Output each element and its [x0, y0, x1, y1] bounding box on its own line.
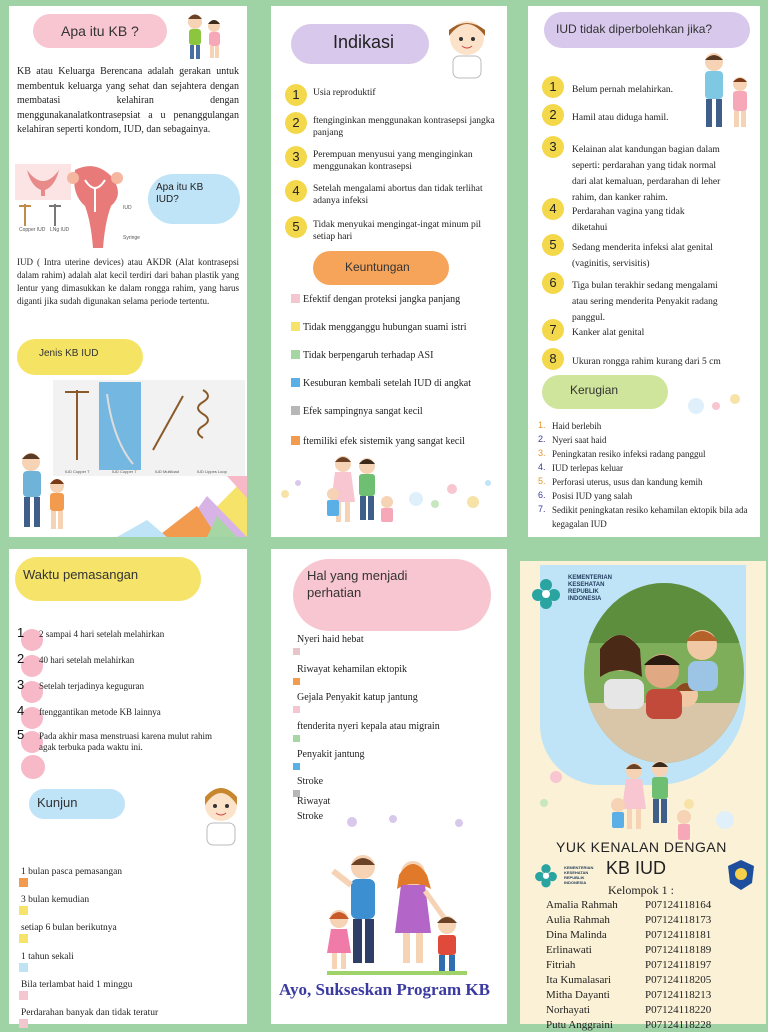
cover-heading-line1: YUK KENALAN DENGAN [556, 839, 727, 855]
children-illustration [181, 10, 227, 66]
kerugian-number: 2. [538, 434, 546, 444]
keuntungan-title: Keuntungan [345, 260, 410, 274]
member-nim: P07124118189 [645, 944, 712, 956]
member-name: Fitriah [546, 959, 576, 971]
list-number: 2 [17, 651, 25, 666]
perhatian-item: Penyakit jantung [297, 749, 365, 760]
kontraindikasi-item: Sedang menderita infeksi alat genital (vaginitis, servisitis) [572, 243, 713, 269]
member-name: Norhayati [546, 1004, 590, 1016]
perhatian-item: Stroke [297, 776, 324, 787]
kontraindikasi-item: Kelainan alat kandungan bagian dalam seperti: perdarahan yang tidak normal dari alat kemaluan, perdarahan di leher rahim, dan kanker rahim. [572, 145, 721, 203]
bubble [688, 398, 704, 414]
bullet-square [19, 963, 28, 972]
indikasi-item: Usia reproduktif [313, 88, 376, 98]
keuntungan-item: Efektif dengan proteksi jangka panjang [303, 294, 461, 305]
list-number: 6 [542, 272, 564, 294]
children-walking-illustration [319, 450, 415, 532]
group-label: Kelompok 1 : [608, 883, 674, 897]
bubble [467, 496, 479, 508]
member-nim: P07124118205 [645, 974, 712, 986]
panel-title: Apa itu KB ? [61, 23, 139, 39]
kerugian-item: Posisi IUD yang salah [552, 491, 633, 501]
list-number: 4 [17, 703, 25, 718]
bullet-square [293, 706, 300, 713]
member-name: Dina Malinda [546, 929, 607, 941]
kerugian-number: 5. [538, 476, 546, 486]
bubble [409, 492, 423, 506]
panel-kontraindikasi [528, 6, 760, 537]
bubble [485, 480, 491, 486]
panel-perhatian [271, 549, 507, 1024]
kontraindikasi-item: Perdarahan vagina yang tidak diketahui [572, 207, 685, 233]
kunjungan-item: setiap 6 bulan berikutnya [21, 923, 117, 933]
list-number: 4 [542, 198, 564, 220]
diagram-label-iud: IUD [123, 205, 132, 211]
list-number: 3 [17, 677, 25, 692]
kerugian-item: Peningkatan resiko infeksi radang panggul [552, 449, 706, 459]
bullet-square [19, 906, 28, 915]
bullet-square [291, 350, 300, 359]
list-number: 1 [542, 76, 564, 98]
member-nim: P07124118181 [645, 929, 712, 941]
bullet-square [19, 1019, 28, 1028]
iud-types-photo [53, 380, 245, 476]
waktu-item: 2 sampai 4 hari setelah melahirkan [39, 629, 165, 639]
bubble [730, 394, 740, 404]
perhatian-item: Riwayat [297, 796, 331, 807]
list-number: 3 [285, 146, 307, 168]
waktu-item: ftenggantikan metode KB lainnya [39, 707, 161, 717]
member-name: Amalia Rahmah [546, 899, 618, 911]
poltekkes-logo [726, 859, 756, 891]
diagram-label-copper: Copper IUD [19, 227, 46, 233]
indikasi-title: Indikasi [333, 32, 395, 52]
bubble [550, 771, 562, 783]
kerugian-title: Kerugian [570, 383, 619, 397]
member-name: Ita Kumalasari [546, 974, 612, 986]
kemenkes-text-small: KEMENTERIAN KESEHATAN REPUBLIK INDONESIA [564, 865, 594, 885]
kerugian-number: 3. [538, 448, 546, 458]
indikasi-item: ftenginginkan menggunakan kontrasepsi jangka panjang [313, 116, 495, 138]
jenis-label-multiload: IUD Multiload [155, 469, 180, 474]
cover-heading-line2: KB IUD [606, 858, 667, 878]
girl-icon [197, 779, 245, 849]
kunjungan-title: Kunjun [37, 795, 78, 810]
bubble [684, 799, 694, 809]
bullet-square [293, 763, 300, 770]
bullet-square [291, 378, 300, 387]
panel-apa-itu-kb [9, 6, 247, 537]
keuntungan-item: Tidak mengganggu hubungan suami istri [303, 322, 467, 333]
waktu-item: 40 hari setelah melahirkan [39, 655, 135, 665]
list-number: 2 [542, 104, 564, 126]
kerugian-item: Haid berlebih [552, 421, 602, 431]
bullet-square [19, 934, 28, 943]
kerugian-item: Nyeri saat haid [552, 435, 607, 445]
waktu-item: Pada akhir masa menstruasi karena mulut rahim agak terbuka pada waktu ini. [39, 731, 212, 752]
diagram-label-syringe: Syringe [123, 235, 140, 241]
perhatian-title: Hal yang menjadi perhatian [307, 568, 408, 600]
bullet-square [291, 436, 300, 445]
bullet-square [293, 678, 300, 685]
bullet-square [291, 406, 300, 415]
panel-cover [520, 561, 766, 1031]
list-number: 3 [542, 136, 564, 158]
nurse-icon [441, 12, 493, 80]
kerugian-item: Sedikit peningkatan resiko kehamilan ektopik bila ada kegagalan IUD [552, 505, 748, 529]
list-number: 2 [285, 112, 307, 134]
member-nim: P07124118213 [645, 989, 712, 1001]
member-name: Mitha Dayanti [546, 989, 610, 1001]
bullet-square [293, 648, 300, 655]
family-illustration [11, 446, 75, 538]
list-number: 5 [285, 216, 307, 238]
family-photo [584, 583, 744, 763]
slogan: Ayo, Sukseskan Program KB [279, 980, 490, 999]
list-number: 7 [542, 319, 564, 341]
perhatian-item: Riwayat kehamilan ektopik [297, 664, 407, 675]
kerugian-item: IUD terlepas keluar [552, 463, 623, 473]
diagram-label-lng: LNg IUD [50, 227, 70, 233]
bullet-dot [21, 755, 45, 779]
bullet-square [291, 322, 300, 331]
kemenkes-logo [528, 575, 564, 611]
family-cartoon [327, 849, 467, 979]
keuntungan-item: Tidak berpengaruh terhadap ASI [303, 350, 434, 361]
indikasi-item: Tidak menyukai mengingat-ingat minum pil setiap hari [313, 220, 481, 242]
bubble [540, 799, 548, 807]
list-number: 5 [17, 727, 25, 742]
bullet-square [293, 735, 300, 742]
kerugian-item: Perforasi uterus, usus dan kandung kemih [552, 477, 703, 487]
list-number: 1 [17, 625, 25, 640]
member-nim: P07124118228 [645, 1019, 712, 1031]
indikasi-item: Setelah mengalami abortus dan tidak terlihat adanya infeksi [313, 184, 483, 206]
perhatian-item: ftenderita nyeri kepala atau migrain [297, 721, 440, 732]
kemenkes-text: KEMENTERIAN KESEHATAN REPUBLIK INDONESIA [568, 575, 613, 602]
perhatian-item: Nyeri haid hebat [297, 634, 364, 645]
member-name: Aulia Rahmah [546, 914, 610, 926]
kunjungan-item: 1 bulan pasca pemasangan [21, 867, 123, 877]
kunjungan-item: Perdarahan banyak dan tidak teratur [21, 1008, 159, 1018]
kontraindikasi-item: Kanker alat genital [572, 328, 645, 338]
member-name: Erlinawati [546, 944, 592, 956]
waktu-item: Setelah terjadinya keguguran [39, 681, 144, 691]
jenis-label-copper-t: IUD Copper T [65, 469, 90, 474]
bullet-square [19, 878, 28, 887]
perhatian-item: Stroke [297, 811, 324, 822]
jenis-title: Jenis KB IUD [39, 348, 99, 359]
iud-question: Apa itu KB IUD? [156, 182, 204, 205]
bubble [431, 500, 439, 508]
keuntungan-item: ftemiliki efek sistemik yang sangat kecil [303, 436, 465, 447]
indikasi-item: Perempuan menyusui yang menginginkan menggunakan kontrasepsi [313, 150, 473, 172]
waktu-title: Waktu pemasangan [23, 567, 139, 582]
list-number: 5 [542, 234, 564, 256]
member-nim: P07124118164 [645, 899, 712, 911]
keuntungan-item: Kesuburan kembali setelah IUD di angkat [303, 378, 472, 389]
bubble [716, 811, 734, 829]
kunjungan-item: 1 tahun sekali [21, 952, 74, 962]
member-nim: P07124118220 [645, 1004, 712, 1016]
member-name: Putu Anggraini [546, 1019, 613, 1031]
jenis-label-lippes: IUD Lippes Loop [197, 469, 227, 474]
bullet-square [291, 294, 300, 303]
list-number: 8 [542, 348, 564, 370]
member-nim: P07124118197 [645, 959, 712, 971]
list-number: 4 [285, 180, 307, 202]
kerugian-number: 4. [538, 462, 546, 472]
kunjungan-item: Bila terlambat haid 1 minggu [21, 980, 133, 990]
kerugian-number: 6. [538, 490, 546, 500]
list-number: 1 [285, 84, 307, 106]
panel-waktu-pemasangan [9, 549, 247, 1024]
kerugian-number: 7. [538, 504, 546, 514]
family-icon [694, 48, 756, 140]
kontraindikasi-item: Belum pernah melahirkan. [572, 85, 674, 95]
bubble [295, 480, 301, 486]
kontraindikasi-item: Tiga bulan terakhir sedang mengalami atau sering menderita Penyakit radang panggul. [572, 281, 718, 323]
triangle-decoration [117, 476, 247, 537]
kerugian-number: 1. [538, 420, 546, 430]
kunjungan-item: 3 bulan kemudian [21, 895, 90, 905]
bubble [447, 484, 457, 494]
perhatian-item: Gejala Penyakit katup jantung [297, 692, 418, 703]
panel-indikasi [271, 6, 507, 537]
keuntungan-item: Efek sampingnya sangat kecil [303, 406, 423, 417]
kb-intro: KB atau Keluarga Berencana adalah gerakan untuk membentuk keluarga yang sehat dan sejahtera dengan membatasi kelahiran dengan menggunakanalatkontrasepsiat a u penanggulangan kelahiran seperti kondom, IUD, dan sebagainya. [17, 66, 239, 135]
bullet-square [19, 991, 28, 1000]
member-nim: P07124118173 [645, 914, 712, 926]
kontraindikasi-item: Ukuran rongga rahim kurang dari 5 cm [572, 357, 721, 367]
iud-description: IUD ( Intra uterine devices) atau AKDR (Alat kontrasepsi dalam rahim) adalah alat kecil terdiri dari bahan plastik yang lentur yang dimasukkan ke dalam rongga rahim, yang harus diganti jika sudah digunakan selama periode tertentu. [17, 257, 239, 306]
bubble [281, 490, 289, 498]
jenis-label-copper-7: IUD Copper 7 [112, 469, 137, 474]
kontra-title: IUD tidak diperbolehkan jika? [556, 22, 713, 36]
kontraindikasi-item: Hamil atau diduga hamil. [572, 113, 669, 123]
kemenkes-logo-small [532, 861, 560, 889]
bubble [712, 402, 720, 410]
